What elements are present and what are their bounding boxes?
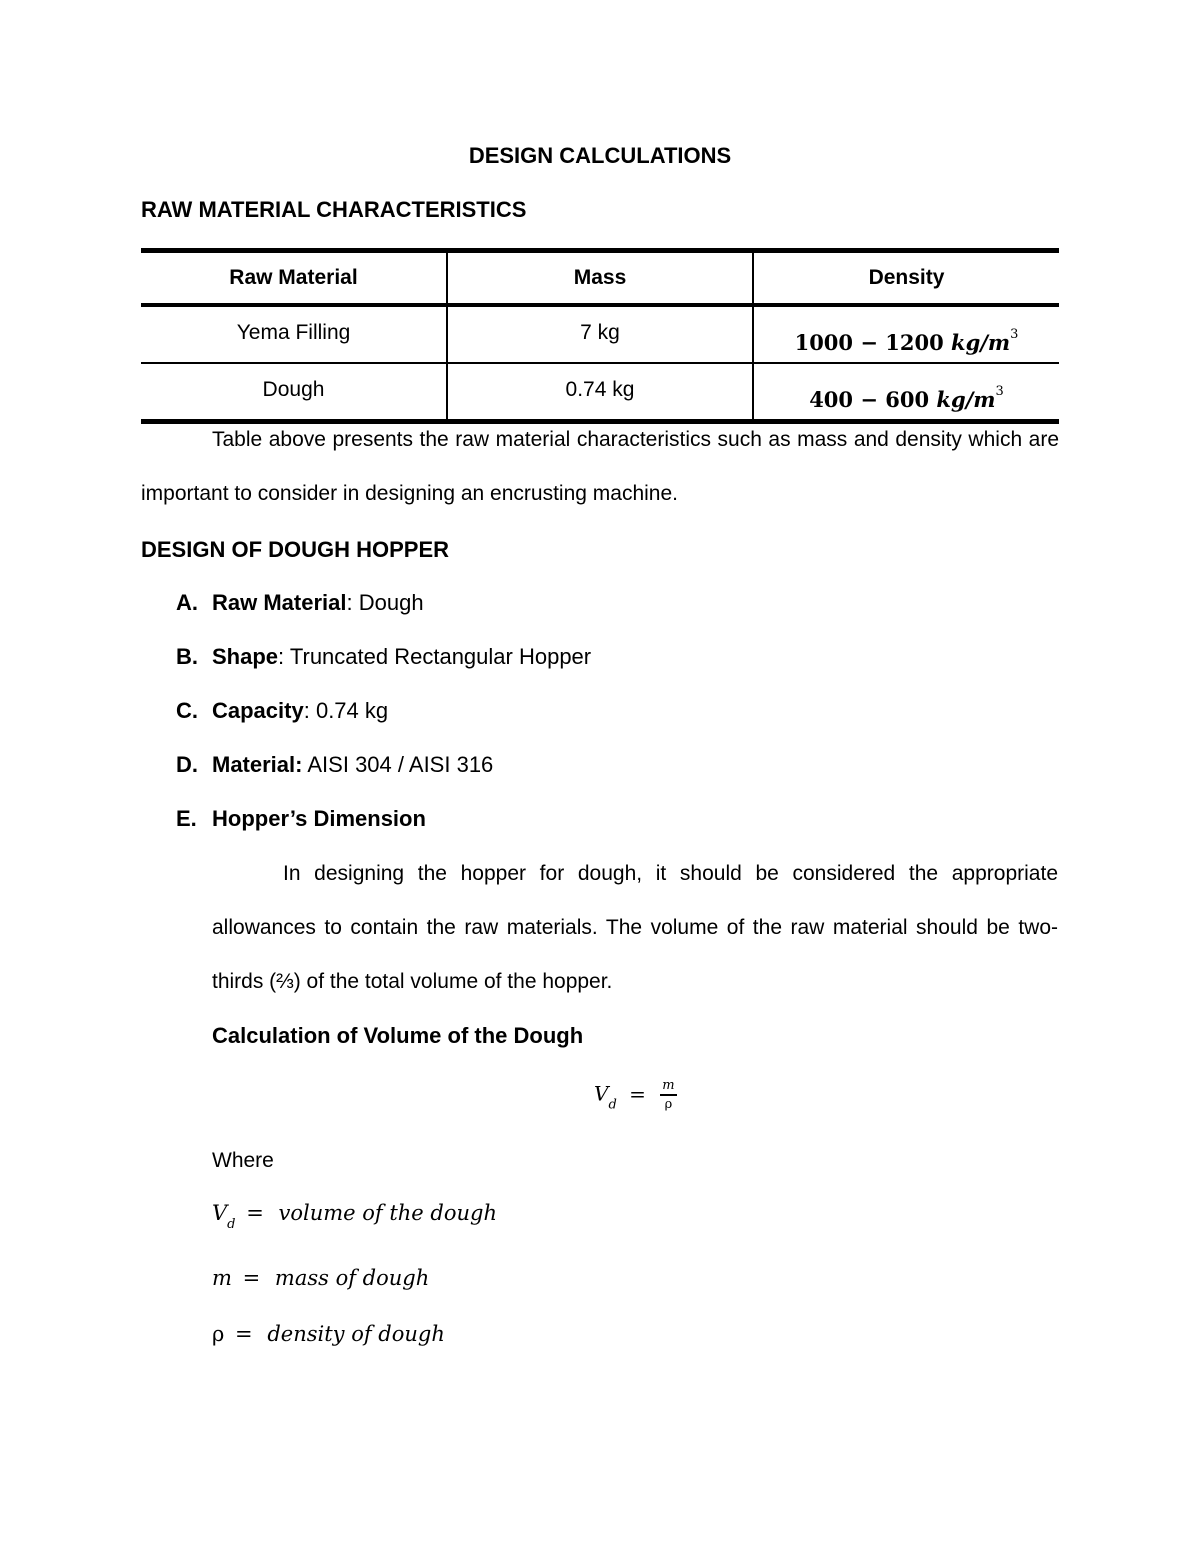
definition-text: density of dough xyxy=(267,1322,445,1346)
table-header-row xyxy=(141,251,1059,306)
list-separator: : xyxy=(278,644,285,669)
volume-calculation-heading: Calculation of Volume of the Dough xyxy=(212,1023,584,1048)
definition-volume xyxy=(212,1201,497,1232)
list-value: Truncated Rectangular Hopper xyxy=(284,644,592,669)
cell-mass: 0.74 kg xyxy=(447,363,753,421)
table-description: Table above presents the raw material characteristics such as mass and density which are important to consider in designing an encrusting machine. xyxy=(141,428,1059,505)
column-header-mass: Mass xyxy=(447,251,753,306)
list-label: Material: xyxy=(212,752,303,777)
density-exponent: 3 xyxy=(995,384,1004,399)
definition-density xyxy=(212,1322,445,1346)
formula-lhs: V xyxy=(594,1081,609,1106)
raw-material-table xyxy=(141,248,1059,424)
definition-text: volume of the dough xyxy=(278,1201,497,1225)
volume-formula xyxy=(594,1078,677,1113)
column-header-raw-material: Raw Material xyxy=(141,251,447,306)
formula-equals: = xyxy=(629,1081,646,1106)
definition-text: mass of dough xyxy=(274,1266,430,1290)
definition-equals: = xyxy=(242,1266,261,1290)
list-value: AISI 304 / AISI 316 xyxy=(302,752,494,777)
density-unit: kg/m xyxy=(951,330,1011,355)
list-item-hopper-dimension xyxy=(176,806,426,832)
list-item-capacity xyxy=(176,698,388,724)
density-exponent: 3 xyxy=(1010,327,1019,342)
cell-material: Yema Filling xyxy=(141,305,447,363)
list-separator: : xyxy=(303,698,310,723)
density-unit: kg/m xyxy=(936,387,996,412)
definition-symbol: m xyxy=(212,1266,232,1290)
definition-symbol: V xyxy=(212,1201,228,1225)
list-letter: B. xyxy=(176,644,198,669)
where-label: Where xyxy=(212,1149,274,1172)
list-value: 0.74 kg xyxy=(309,698,389,723)
list-letter: D. xyxy=(176,752,198,777)
section-heading-raw-material: RAW MATERIAL CHARACTERISTICS xyxy=(141,197,527,222)
definition-symbol: ρ xyxy=(212,1322,225,1346)
formula-lhs-subscript: d xyxy=(608,1097,617,1113)
definition-equals: = xyxy=(246,1201,264,1225)
list-label: Capacity xyxy=(212,698,304,723)
list-item-material xyxy=(176,752,493,778)
list-item-raw-material xyxy=(176,590,424,616)
list-label: Raw Material xyxy=(212,590,347,615)
formula-fraction xyxy=(660,1078,676,1112)
definition-equals: = xyxy=(235,1322,253,1346)
list-letter: A. xyxy=(176,590,198,615)
list-value: Dough xyxy=(352,590,424,615)
formula-denominator: ρ xyxy=(664,1097,673,1112)
cell-mass: 7 kg xyxy=(447,305,753,363)
table-row xyxy=(141,305,1059,363)
hopper-paragraph: In designing the hopper for dough, it should be considered the appropriate allowances to contain the raw materials. The volume of the raw material should be two-thirds (⅔) of the total volume of the hopper. xyxy=(212,862,1058,993)
definition-mass xyxy=(212,1266,429,1290)
column-header-density: Density xyxy=(753,251,1059,306)
list-item-shape xyxy=(176,644,591,670)
formula-numerator: m xyxy=(660,1078,676,1096)
density-range: 400 − 600 xyxy=(809,387,930,412)
cell-material: Dough xyxy=(141,363,447,421)
document-title: DESIGN CALCULATIONS xyxy=(468,143,732,168)
raw-material-table-wrapper xyxy=(141,248,1059,424)
list-letter: C. xyxy=(176,698,198,723)
definition-subscript: d xyxy=(227,1217,236,1232)
cell-density xyxy=(753,305,1059,363)
list-letter: E. xyxy=(176,806,197,831)
list-label: Hopper’s Dimension xyxy=(212,806,426,831)
section-heading-dough-hopper: DESIGN OF DOUGH HOPPER xyxy=(141,537,450,562)
list-label: Shape xyxy=(212,644,279,669)
list-separator: : xyxy=(346,590,353,615)
density-range: 1000 − 1200 xyxy=(794,330,944,355)
